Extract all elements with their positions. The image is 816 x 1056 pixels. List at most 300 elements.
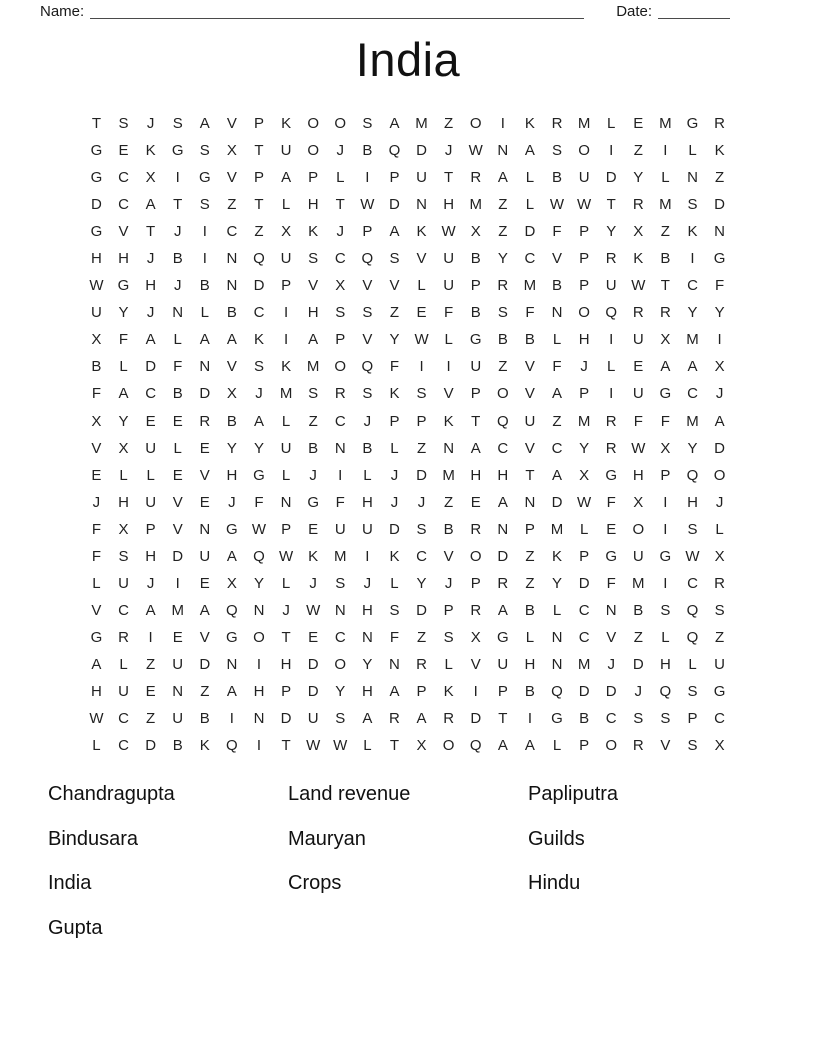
grid-letter: K: [308, 547, 319, 565]
grid-letter: W: [549, 196, 565, 214]
grid-letter: O: [496, 385, 509, 403]
grid-letter: J: [336, 142, 345, 160]
grid-letter: J: [444, 142, 453, 160]
grid-letter: I: [527, 710, 532, 728]
grid-letter: P: [470, 574, 481, 592]
grid-letter: L: [444, 655, 453, 673]
grid-letter: H: [659, 655, 671, 673]
grid-letter: H: [687, 493, 698, 511]
grid-letter: U: [145, 493, 157, 511]
grid-letter: E: [308, 628, 319, 646]
grid-letter: M: [659, 196, 672, 214]
grid-letter: S: [118, 115, 129, 133]
grid-letter: O: [307, 142, 319, 160]
grid-letter: A: [253, 412, 264, 430]
word-list-item: Mauryan: [288, 827, 366, 850]
grid-letter: H: [361, 493, 373, 511]
grid-letter: G: [117, 277, 130, 295]
grid-letter: N: [334, 601, 346, 619]
grid-letter: S: [253, 358, 264, 376]
grid-letter: D: [145, 737, 157, 755]
grid-letter: I: [419, 358, 424, 376]
grid-letter: E: [172, 412, 183, 430]
grid-letter: A: [199, 331, 210, 349]
grid-letter: X: [714, 358, 725, 376]
grid-letter: U: [280, 439, 292, 457]
grid-letter: E: [172, 628, 183, 646]
grid-letter: I: [148, 628, 153, 646]
grid-letter: I: [175, 169, 180, 187]
grid-letter: L: [607, 115, 616, 133]
grid-letter: C: [687, 277, 698, 295]
grid-letter: P: [253, 115, 264, 133]
word-list-item: Papliputra: [528, 783, 619, 806]
grid-letter: I: [609, 331, 614, 349]
grid-letter: S: [335, 304, 346, 322]
grid-letter: N: [226, 250, 238, 268]
grid-letter: X: [416, 737, 427, 755]
grid-letter: X: [660, 331, 671, 349]
grid-letter: D: [497, 547, 509, 565]
grid-letter: T: [498, 710, 508, 728]
grid-letter: Y: [552, 574, 563, 592]
grid-letter: J: [173, 223, 182, 241]
grid-letter: D: [307, 683, 319, 700]
grid-letter: U: [714, 655, 725, 673]
grid-letter: U: [605, 277, 617, 295]
grid-letter: C: [578, 601, 590, 619]
grid-letter: G: [659, 547, 672, 565]
grid-letter: N: [226, 655, 238, 673]
grid-letter: S: [416, 520, 427, 538]
grid-letter: F: [389, 358, 400, 376]
grid-letter: X: [118, 439, 129, 457]
grid-letter: M: [442, 466, 455, 484]
grid-letter: V: [226, 169, 237, 187]
grid-letter: A: [524, 142, 535, 160]
grid-letter: I: [609, 385, 614, 403]
grid-letter: Z: [416, 439, 427, 457]
word-list-item: Chandragupta: [48, 783, 175, 806]
grid-letter: Y: [687, 304, 698, 322]
grid-letter: B: [172, 385, 183, 403]
grid-letter: T: [335, 196, 345, 214]
grid-letter: M: [686, 412, 699, 430]
grid-letter: I: [717, 331, 722, 349]
grid-letter: D: [714, 439, 725, 457]
grid-letter: T: [660, 277, 670, 295]
grid-letter: N: [199, 520, 211, 538]
grid-letter: J: [715, 493, 724, 511]
grid-letter: X: [91, 331, 102, 349]
grid-letter: I: [663, 493, 668, 511]
grid-letter: Z: [146, 655, 156, 673]
grid-letter: G: [171, 142, 184, 160]
grid-letter: A: [199, 601, 210, 619]
grid-letter: P: [416, 683, 427, 700]
grid-letter: L: [552, 331, 562, 349]
grid-letter: Y: [714, 304, 725, 322]
grid-letter: P: [308, 169, 319, 187]
grid-letter: R: [714, 115, 725, 133]
grid-letter: I: [256, 655, 262, 673]
grid-letter: G: [605, 466, 618, 484]
grid-letter: D: [578, 683, 590, 700]
grid-letter: J: [146, 115, 155, 133]
grid-letter: Y: [389, 331, 400, 349]
grid-letter: K: [308, 223, 319, 241]
grid-letter: X: [714, 547, 725, 565]
grid-letter: V: [308, 277, 319, 295]
grid-letter: N: [551, 304, 563, 322]
grid-letter: J: [146, 250, 155, 268]
grid-letter: L: [552, 737, 562, 755]
grid-letter: R: [470, 169, 482, 187]
grid-letter: U: [91, 304, 102, 322]
grid-letter: I: [202, 250, 207, 268]
grid-letter: C: [334, 412, 346, 430]
grid-letter: L: [715, 520, 724, 538]
grid-letter: R: [118, 628, 129, 646]
grid-letter: A: [497, 737, 508, 755]
grid-letter: B: [579, 710, 590, 728]
grid-letter: S: [497, 304, 508, 322]
grid-letter: H: [253, 683, 265, 700]
grid-letter: S: [687, 196, 698, 214]
grid-letter: B: [226, 412, 237, 430]
grid-letter: S: [687, 520, 698, 538]
grid-letter: G: [90, 223, 103, 241]
grid-letter: Y: [362, 655, 373, 673]
grid-letter: K: [389, 385, 400, 403]
grid-letter: T: [606, 196, 616, 214]
grid-letter: A: [389, 683, 400, 700]
grid-letter: S: [335, 710, 346, 728]
grid-letter: L: [390, 574, 399, 592]
grid-letter: Y: [253, 574, 264, 592]
grid-letter: B: [199, 277, 210, 295]
grid-letter: A: [497, 493, 508, 511]
grid-letter: Z: [714, 628, 725, 646]
grid-letter: Y: [633, 169, 644, 187]
grid-letter: V: [226, 115, 237, 133]
grid-letter: D: [199, 385, 211, 403]
grid-letter: B: [633, 601, 644, 619]
grid-letter: K: [687, 223, 698, 241]
grid-letter: X: [470, 223, 481, 241]
grid-letter: L: [579, 520, 589, 538]
grid-letter: Q: [496, 412, 509, 430]
worksheet-header: [0, 0, 816, 20]
grid-letter: P: [281, 277, 292, 295]
grid-letter: K: [552, 547, 563, 565]
grid-letter: T: [525, 466, 535, 484]
grid-letter: L: [281, 196, 291, 214]
grid-letter: W: [278, 547, 294, 565]
grid-letter: P: [335, 331, 346, 349]
grid-letter: J: [580, 358, 588, 376]
grid-letter: R: [497, 574, 509, 592]
grid-letter: A: [199, 115, 210, 133]
grid-letter: L: [661, 169, 670, 187]
grid-letter: Z: [525, 574, 535, 592]
grid-letter: L: [363, 737, 372, 755]
grid-letter: B: [497, 331, 508, 349]
grid-letter: Z: [498, 358, 508, 376]
grid-letter: U: [172, 655, 184, 673]
grid-letter: L: [363, 466, 372, 484]
grid-letter: I: [365, 547, 370, 565]
grid-letter: I: [283, 331, 289, 349]
grid-letter: V: [524, 358, 535, 376]
word-list-item: India: [48, 872, 92, 895]
grid-letter: X: [633, 493, 644, 511]
grid-letter: W: [631, 439, 646, 457]
grid-letter: Q: [551, 683, 563, 700]
grid-letter: F: [606, 493, 616, 511]
grid-letter: N: [253, 710, 265, 728]
grid-letter: S: [687, 737, 698, 755]
grid-letter: N: [226, 277, 238, 295]
grid-letter: F: [633, 412, 643, 430]
grid-letter: Q: [659, 683, 672, 700]
grid-letter: P: [389, 169, 400, 187]
grid-letter: L: [119, 466, 128, 484]
grid-letter: J: [228, 493, 236, 511]
grid-letter: B: [524, 331, 535, 349]
grid-letter: J: [173, 277, 182, 295]
grid-letter: F: [606, 574, 616, 592]
grid-letter: U: [172, 710, 184, 728]
grid-letter: J: [146, 574, 155, 592]
page-title: India: [355, 33, 461, 86]
grid-letter: E: [470, 493, 481, 511]
grid-letter: W: [306, 601, 321, 619]
grid-letter: T: [281, 737, 291, 755]
grid-letter: V: [389, 277, 400, 295]
grid-letter: X: [226, 385, 237, 403]
grid-letter: X: [470, 628, 481, 646]
grid-letter: T: [444, 169, 454, 187]
grid-letter: E: [633, 358, 644, 376]
grid-letter: S: [687, 683, 698, 700]
grid-letter: X: [145, 169, 156, 187]
grid-letter: L: [281, 412, 291, 430]
grid-letter: N: [497, 520, 509, 538]
grid-letter: B: [552, 277, 563, 295]
grid-letter: F: [552, 223, 562, 241]
grid-letter: S: [172, 115, 183, 133]
grid-letter: P: [524, 520, 535, 538]
grid-letter: A: [524, 737, 535, 755]
grid-letter: G: [605, 547, 618, 565]
grid-letter: R: [551, 115, 563, 133]
grid-letter: D: [145, 358, 157, 376]
grid-letter: V: [199, 466, 210, 484]
grid-letter: P: [579, 223, 590, 241]
grid-letter: R: [443, 710, 455, 728]
puzzle-grid: [0, 110, 816, 759]
grid-letter: B: [91, 358, 102, 376]
grid-letter: Y: [118, 412, 129, 430]
grid-letter: S: [362, 385, 373, 403]
grid-letter: D: [199, 655, 211, 673]
grid-letter: Q: [469, 737, 482, 755]
grid-letter: C: [687, 385, 698, 403]
grid-letter: W: [468, 142, 483, 160]
grid-letter: H: [226, 466, 238, 484]
grid-letter: U: [524, 412, 536, 430]
grid-letter: P: [281, 520, 292, 538]
grid-letter: O: [253, 628, 265, 646]
grid-letter: C: [524, 250, 536, 268]
grid-letter: V: [524, 385, 535, 403]
grid-letter: Q: [226, 601, 238, 619]
grid-letter: A: [118, 385, 129, 403]
grid-letter: L: [525, 628, 535, 646]
grid-letter: H: [524, 655, 536, 673]
grid-letter: J: [309, 574, 317, 592]
grid-letter: K: [416, 223, 427, 241]
grid-letter: L: [281, 466, 291, 484]
grid-letter: G: [90, 169, 103, 187]
grid-letter: V: [416, 250, 427, 268]
grid-letter: F: [660, 412, 670, 430]
grid-letter: M: [632, 574, 645, 592]
grid-letter: S: [633, 710, 644, 728]
grid-letter: F: [91, 547, 101, 565]
grid-letter: N: [497, 142, 509, 160]
grid-letter: C: [118, 710, 129, 728]
word-list-item: Land revenue: [288, 783, 411, 806]
grid-letter: E: [199, 439, 210, 457]
grid-letter: A: [145, 331, 156, 349]
grid-letter: L: [417, 277, 426, 295]
grid-letter: P: [362, 223, 373, 241]
grid-letter: S: [199, 142, 210, 160]
grid-letter: A: [470, 439, 481, 457]
grid-letter: L: [173, 439, 182, 457]
grid-letter: Y: [687, 439, 698, 457]
grid-letter: U: [578, 169, 590, 187]
grid-letter: C: [334, 628, 346, 646]
grid-letter: W: [360, 196, 375, 214]
grid-letter: S: [443, 628, 454, 646]
grid-letter: S: [362, 304, 373, 322]
grid-letter: I: [229, 710, 234, 728]
grid-letter: I: [473, 683, 478, 700]
grid-letter: N: [551, 655, 563, 673]
grid-letter: D: [389, 196, 400, 214]
grid-letter: L: [444, 331, 453, 349]
grid-letter: D: [253, 277, 265, 295]
grid-letter: A: [91, 655, 102, 673]
grid-letter: V: [199, 628, 210, 646]
grid-letter: M: [523, 277, 537, 295]
grid-letter: I: [663, 142, 668, 160]
grid-letter: Y: [606, 223, 617, 241]
grid-letter: H: [118, 493, 129, 511]
grid-letter: E: [199, 574, 210, 592]
grid-letter: V: [118, 223, 129, 241]
grid-letter: A: [389, 223, 400, 241]
grid-letter: P: [579, 737, 590, 755]
grid-letter: N: [334, 439, 346, 457]
grid-letter: B: [199, 710, 210, 728]
grid-letter: Z: [389, 304, 400, 322]
grid-letter: L: [173, 331, 182, 349]
grid-letter: O: [307, 115, 319, 133]
grid-letter: H: [632, 466, 644, 484]
grid-letter: K: [281, 358, 292, 376]
grid-letter: D: [307, 655, 319, 673]
grid-letter: M: [577, 655, 591, 673]
grid-letter: L: [146, 466, 155, 484]
grid-letter: H: [91, 250, 102, 268]
grid-letter: B: [524, 601, 535, 619]
grid-letter: G: [713, 250, 726, 268]
grid-letter: D: [714, 196, 725, 214]
grid-letter: U: [334, 520, 346, 538]
grid-letter: Z: [146, 710, 156, 728]
grid-letter: U: [443, 250, 455, 268]
grid-letter: V: [91, 439, 102, 457]
grid-letter: D: [524, 223, 536, 241]
grid-letter: H: [118, 250, 129, 268]
grid-letter: R: [605, 250, 617, 268]
grid-letter: W: [306, 737, 321, 755]
grid-letter: P: [579, 547, 590, 565]
grid-letter: E: [308, 520, 319, 538]
grid-letter: M: [171, 601, 184, 619]
grid-letter: N: [389, 655, 400, 673]
word-list-item: Gupta: [48, 916, 103, 939]
grid-letter: J: [417, 493, 426, 511]
grid-letter: G: [307, 493, 319, 511]
grid-letter: C: [578, 628, 590, 646]
grid-letter: C: [605, 710, 617, 728]
grid-letter: N: [714, 223, 725, 241]
grid-letter: W: [577, 196, 592, 214]
grid-letter: Q: [686, 601, 699, 619]
grid-letter: E: [118, 142, 129, 160]
grid-letter: P: [253, 169, 264, 187]
grid-letter: Q: [226, 737, 238, 755]
grid-letter: N: [199, 358, 211, 376]
grid-letter: E: [416, 304, 427, 322]
grid-letter: Z: [227, 196, 237, 214]
grid-letter: Z: [444, 493, 454, 511]
grid-letter: Y: [335, 683, 346, 700]
grid-letter: J: [146, 304, 155, 322]
grid-letter: J: [282, 601, 290, 619]
grid-letter: U: [118, 574, 129, 592]
grid-letter: H: [443, 196, 455, 214]
grid-letter: Q: [253, 250, 265, 268]
grid-letter: S: [660, 601, 671, 619]
grid-letter: H: [280, 655, 292, 673]
grid-letter: L: [119, 655, 128, 673]
grid-letter: I: [690, 250, 695, 268]
grid-letter: G: [713, 683, 726, 700]
grid-letter: J: [336, 223, 345, 241]
grid-letter: A: [389, 115, 400, 133]
grid-letter: J: [607, 655, 615, 673]
grid-letter: N: [361, 628, 373, 646]
grid-letter: W: [441, 223, 456, 241]
grid-letter: C: [714, 710, 725, 728]
grid-letter: I: [609, 142, 614, 160]
